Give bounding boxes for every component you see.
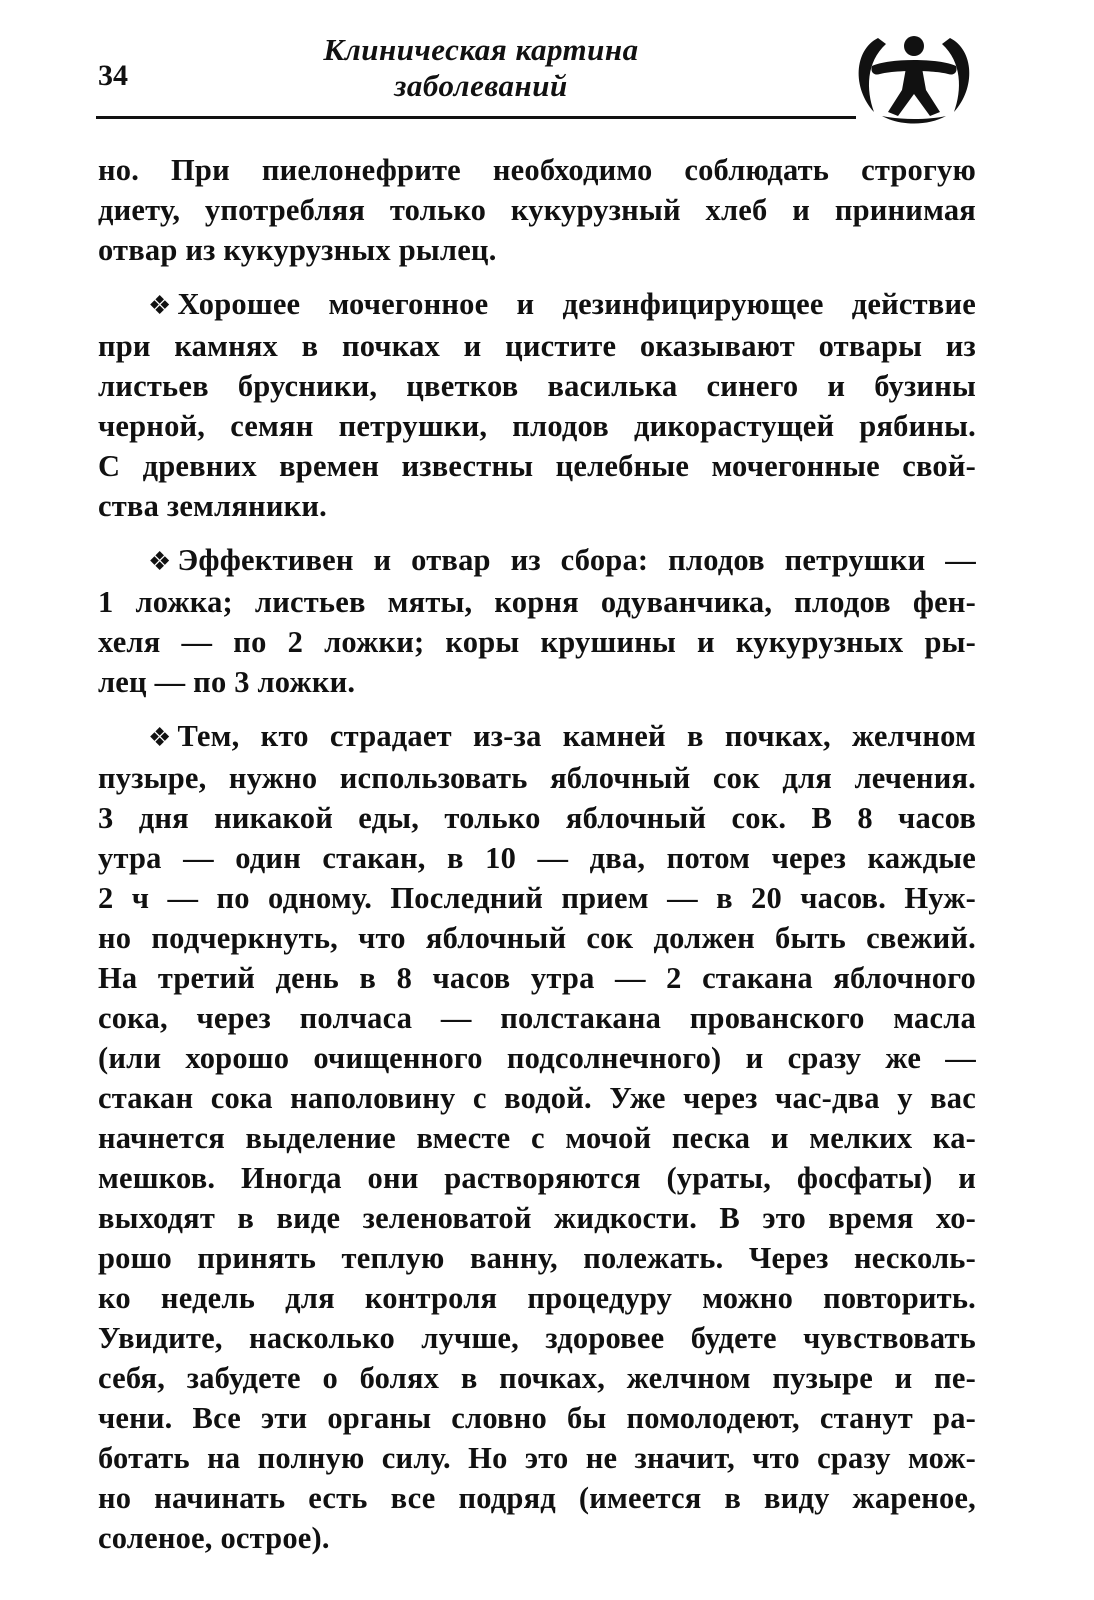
- text-line: ства земляники.: [98, 489, 327, 523]
- text-line: ко недель для контроля процедуру можно повторить.: [98, 1281, 976, 1315]
- running-title: [286, 32, 676, 104]
- text-line: стакан сока наполовину с водой. Уже через час-два у вас: [98, 1081, 976, 1115]
- text-line: сока, через полчаса — полстакана прованского масла: [98, 1001, 976, 1035]
- body-text: [98, 150, 976, 1558]
- bullet-icon: ❖: [148, 291, 172, 320]
- text-line: 1 ложка; листьев мяты, корня одуванчика, плодов фен-: [98, 585, 976, 619]
- text-line: рошо принять теплую ванну, полежать. Через несколь-: [98, 1241, 976, 1275]
- text-line: начнется выделение вместе с мочой песка и мелких ка-: [98, 1121, 976, 1155]
- text-line: но подчеркнуть, что яблочный сок должен быть свежий.: [98, 921, 976, 955]
- bullet-icon: ❖: [148, 547, 172, 576]
- text-line: утра — один стакан, в 10 — два, потом через каждые: [98, 841, 976, 875]
- running-title-line-2: заболеваний: [394, 68, 568, 103]
- text-line: мешков. Иногда они растворяются (ураты, фосфаты) и: [98, 1161, 976, 1195]
- paragraph-1: [98, 150, 976, 270]
- text-line: при камнях в почках и цистите оказывают отвары из: [98, 329, 976, 363]
- text-line: отвар из кукурузных рылец.: [98, 233, 497, 267]
- text-line: но. При пиелонефрите необходимо соблюдать строгую: [98, 153, 976, 187]
- text-line-first: [98, 540, 976, 582]
- text-line: но начинать есть все подряд (имеется в виду жареное,: [98, 1481, 976, 1515]
- text-line-content: Хорошее мочегонное и дезинфицирующее действие: [177, 287, 976, 321]
- text-line: выходят в виде зеленоватой жидкости. В это время хо-: [98, 1201, 976, 1235]
- text-line: хеля — по 2 ложки; коры крушины и кукурузных ры-: [98, 625, 976, 659]
- text-line: черной, семян петрушки, плодов дикорастущей рябины.: [98, 409, 976, 443]
- text-line-first: [98, 716, 976, 758]
- text-line-content: Эффективен и отвар из сбора: плодов петрушки —: [177, 543, 976, 577]
- text-line: пузыре, нужно использовать яблочный сок для лечения.: [98, 761, 976, 795]
- page-header: [96, 28, 986, 124]
- running-title-line-1: Клиническая картина: [323, 32, 639, 67]
- text-line: диету, употребляя только кукурузный хлеб и принимая: [98, 193, 976, 227]
- paragraph-4: [98, 716, 976, 1558]
- page-number: 34: [98, 59, 128, 92]
- text-line-first: [98, 284, 976, 326]
- text-line: (или хорошо очищенного подсолнечного) и сразу же —: [98, 1041, 976, 1075]
- text-line: Увидите, насколько лучше, здоровее будете чувствовать: [98, 1321, 976, 1355]
- text-line: соленое, острое).: [98, 1521, 330, 1555]
- text-line: 2 ч — по одному. Последний прием — в 20 часов. Нуж-: [98, 881, 976, 915]
- header-rule: [96, 116, 856, 119]
- text-line: листьев брусники, цветков василька синего и бузины: [98, 369, 976, 403]
- text-line: С древних времен известны целебные мочегонные свой-: [98, 449, 976, 483]
- text-line: ботать на полную силу. Но это не значит, что сразу мож-: [98, 1441, 976, 1475]
- text-line: себя, забудете о болях в почках, желчном пузыре и пе-: [98, 1361, 976, 1395]
- text-line: лец — по 3 ложки.: [98, 665, 356, 699]
- paragraph-3: [98, 540, 976, 702]
- text-line-content: Тем, кто страдает из-за камней в почках, желчном: [177, 719, 976, 753]
- running-figure-emblem-icon: [848, 28, 980, 126]
- bullet-icon: ❖: [148, 723, 172, 752]
- text-line: 3 дня никакой еды, только яблочный сок. В 8 часов: [98, 801, 976, 835]
- text-line: чени. Все эти органы словно бы помолодеют, станут ра-: [98, 1401, 976, 1435]
- paragraph-2: [98, 284, 976, 526]
- text-line: На третий день в 8 часов утра — 2 стакана яблочного: [98, 961, 976, 995]
